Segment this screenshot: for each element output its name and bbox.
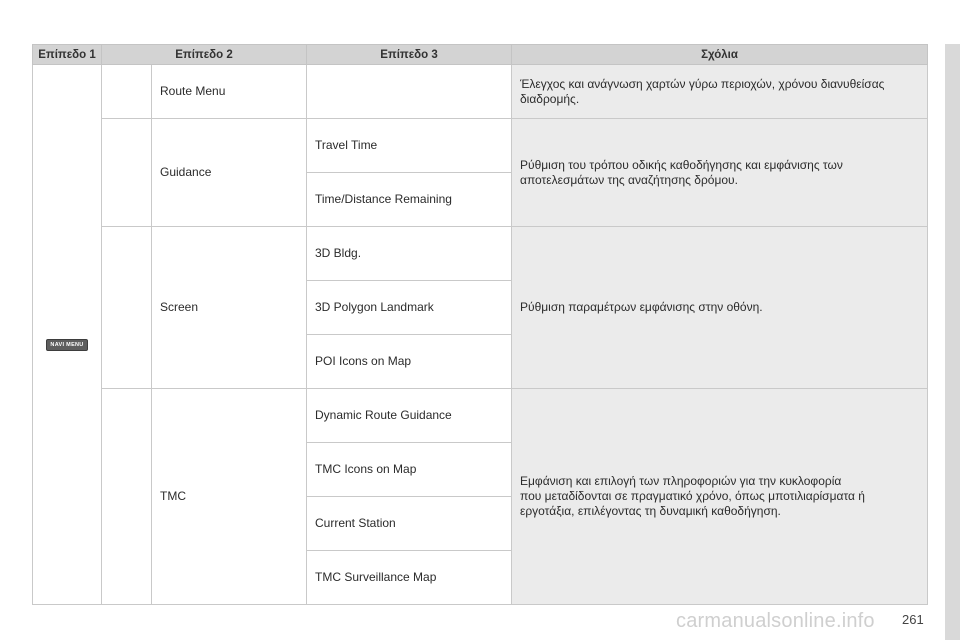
table-row: [33, 389, 928, 443]
right-edge-bar: [945, 44, 960, 640]
level2-screen: Screen: [152, 227, 307, 389]
comment-tmc-line: Εμφάνιση και επιλογή των πληροφοριών για την κυκλοφορία: [520, 474, 842, 488]
comment-screen: Ρύθμιση παραμέτρων εμφάνισης στην οθόνη.: [512, 227, 928, 389]
table-row: [33, 65, 928, 119]
level3-current-station: Current Station: [307, 497, 512, 551]
level3-3d-bldg: 3D Bldg.: [307, 227, 512, 281]
level2-guidance: Guidance: [152, 119, 307, 227]
blank-cell: [102, 389, 152, 605]
level3-dynamic-route-guidance: Dynamic Route Guidance: [307, 389, 512, 443]
comment-tmc-line: που μεταδίδονται σε πραγματικό χρόνο, όπως μποτιλιαρίσματα ή: [520, 489, 865, 503]
comment-route-menu: Έλεγχος και ανάγνωση χαρτών γύρω περιοχών, χρόνου διανυθείσας διαδρομής.: [512, 65, 928, 119]
comment-tmc-line: εργοτάξια, επιλέγοντας τη δυναμική καθοδήγηση.: [520, 504, 781, 518]
level3-3d-polygon-landmark: 3D Polygon Landmark: [307, 281, 512, 335]
header-level3: Επίπεδο 3: [307, 45, 512, 65]
header-level1: Επίπεδο 1: [33, 45, 102, 65]
blank-cell: [102, 119, 152, 227]
blank-cell: [102, 227, 152, 389]
level3-time-distance-remaining: Time/Distance Remaining: [307, 173, 512, 227]
table-header-row: [33, 45, 928, 65]
navi-menu-table: [32, 44, 928, 605]
level3-cell: [307, 65, 512, 119]
level1-cell: [33, 65, 102, 605]
header-comments: Σχόλια: [512, 45, 928, 65]
watermark-text: carmanualsonline.info: [676, 610, 875, 632]
page-number: 261: [902, 612, 924, 627]
level2-route-menu: Route Menu: [152, 65, 307, 119]
comment-guidance: Ρύθμιση του τρόπου οδικής καθοδήγησης και εμφάνισης των αποτελεσμάτων της αναζήτησης δρόμου.: [512, 119, 928, 227]
level3-tmc-surveillance-map: TMC Surveillance Map: [307, 551, 512, 605]
level3-travel-time: Travel Time: [307, 119, 512, 173]
navi-menu-button-icon: NAVI MENU: [46, 339, 87, 351]
table-row: [33, 119, 928, 173]
level2-tmc: TMC: [152, 389, 307, 605]
blank-cell: [102, 65, 152, 119]
level3-tmc-icons-on-map: TMC Icons on Map: [307, 443, 512, 497]
table-row: [33, 227, 928, 281]
header-level2: Επίπεδο 2: [102, 45, 307, 65]
level3-poi-icons-on-map: POI Icons on Map: [307, 335, 512, 389]
comment-tmc: [512, 389, 928, 605]
